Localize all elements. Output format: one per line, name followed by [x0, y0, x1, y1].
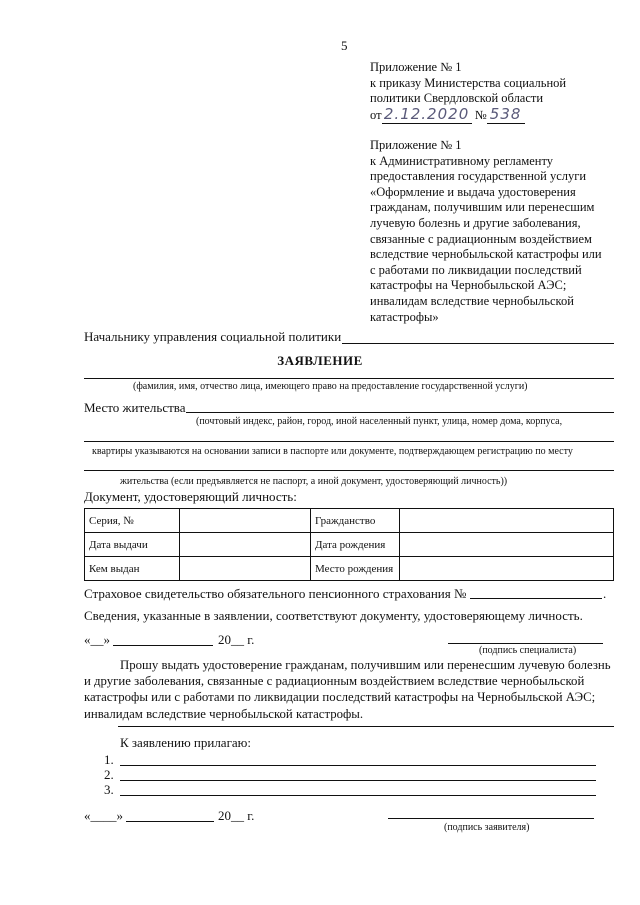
date-open-2: «____» [84, 808, 123, 823]
attachment-input-1[interactable] [120, 765, 596, 766]
from-label: от [370, 107, 382, 122]
residence-label: Место жительства [84, 400, 186, 415]
attachment-input-3[interactable] [120, 795, 596, 796]
regulation-line: вследствие чернобыльской катастрофы или [370, 247, 602, 262]
address-hint-1: (почтовый индекс, район, город, иной населенный пункт, улица, номер дома, корпуса, [196, 416, 563, 427]
date-year-1: 20__ г. [218, 632, 255, 647]
table-row [85, 557, 614, 581]
fio-input-line[interactable] [84, 378, 614, 379]
form-title: ЗАЯВЛЕНИЕ [277, 353, 363, 368]
order-number-field [487, 104, 525, 125]
date-month-input-2[interactable] [126, 821, 214, 822]
attachment-number-1: 1. [104, 752, 114, 767]
addressee-input-line[interactable] [342, 343, 614, 344]
attachment-number-3: 3. [104, 782, 114, 797]
request-line-3: катастрофы или с работами по ликвидации последствий катастрофы на Чернобыльской АЭС; [84, 690, 596, 705]
date-open-1: «__» [84, 632, 110, 647]
regulation-line: Приложение № 1 [370, 138, 462, 152]
insurance-number-input-line[interactable] [470, 598, 602, 599]
address-hint-3: жительства (если предъявляется не паспорт, а иной документ, удостоверяющий личность)) [120, 476, 508, 487]
regulation-line: катастрофы» [370, 309, 439, 324]
regulation-line: с работами по ликвидации последствий [370, 262, 582, 277]
regulation-line: к Административному регламенту [370, 153, 554, 168]
birth-place-cell[interactable] [400, 557, 614, 581]
address-hint-2: квартиры указываются на основании записи в паспорте или документе, подтверждающем регистрацию по месту [92, 446, 573, 457]
issue-date-label: Дата выдачи [85, 533, 180, 557]
order-date-field [382, 104, 472, 125]
regulation-line: лучевую болезнь и другие заболевания, [370, 215, 581, 230]
table-row [85, 509, 614, 533]
attachments-label: К заявлению прилагаю: [120, 735, 252, 750]
appendix-order-line3: политики Свердловской области [370, 91, 544, 105]
address-input-line-3[interactable] [84, 470, 614, 471]
table-row [85, 533, 614, 557]
id-document-label: Документ, удостоверяющий личность: [84, 489, 297, 504]
appendix-order-date-line [370, 104, 620, 125]
specialist-signature-hint: (подпись специалиста) [479, 645, 577, 656]
applicant-signature-line[interactable] [388, 818, 594, 819]
request-paragraph [84, 657, 616, 722]
birth-date-cell[interactable] [400, 533, 614, 557]
regulation-line: связанные с радиационным воздействием [370, 231, 592, 246]
issue-date-cell[interactable] [180, 533, 311, 557]
birth-place-label: Место рождения [311, 557, 400, 581]
insurance-end: . [603, 586, 607, 601]
appendix-order-line1: Приложение № 1 [370, 60, 462, 74]
request-line-4: инвалидам вследствие чернобыльской катастрофы. [84, 706, 364, 721]
date-year-2: 20__ г. [218, 808, 255, 823]
residence-input-line[interactable] [186, 412, 614, 413]
applicant-signature-hint: (подпись заявителя) [444, 822, 530, 833]
specialist-signature-line[interactable] [448, 643, 603, 644]
series-number-cell[interactable] [180, 509, 311, 533]
regulation-line: гражданам, получившим или перенесшим [370, 200, 595, 215]
attachment-number-2: 2. [104, 767, 114, 782]
appendix-regulation [370, 138, 620, 325]
citizenship-cell[interactable] [400, 509, 614, 533]
address-input-line-2[interactable] [84, 441, 614, 442]
birth-date-label: Дата рождения [311, 533, 400, 557]
issued-by-label: Кем выдан [85, 557, 180, 581]
attachment-input-2[interactable] [120, 780, 596, 781]
handwritten-date: 2.12.2020 [383, 104, 470, 123]
insurance-label: Страховое свидетельство обязательного пенсионного страхования № [84, 586, 467, 601]
verification-text: Сведения, указанные в заявлении, соответствуют документу, удостоверяющему личность. [84, 608, 583, 623]
regulation-line: инвалидам вследствие чернобыльской [370, 293, 574, 308]
fio-hint: (фамилия, имя, отчество лица, имеющего право на предоставление государственной услуги) [133, 381, 528, 392]
request-input-line[interactable] [118, 726, 614, 727]
regulation-line: предоставления государственной услуги [370, 169, 587, 184]
request-line-1: Прошу выдать удостоверение гражданам, получившим или перенесшим лучевую болезнь [120, 658, 611, 672]
date-month-input-1[interactable] [113, 645, 213, 646]
id-document-table [84, 508, 614, 581]
citizenship-label: Гражданство [311, 509, 400, 533]
addressee-label: Начальнику управления социальной политики [84, 329, 342, 344]
series-number-label: Серия, № [85, 509, 180, 533]
handwritten-number: 538 [489, 104, 522, 123]
appendix-order [370, 60, 620, 124]
issued-by-cell[interactable] [180, 557, 311, 581]
page-number: 5 [341, 38, 348, 53]
request-line-2: и другие заболевания, связанные с радиационным воздействием вследствие чернобыльской [84, 674, 585, 689]
regulation-line: катастрофы на Чернобыльской АЭС; [370, 278, 567, 293]
appendix-order-line2: к приказу Министерства социальной [370, 75, 567, 90]
regulation-line: «Оформление и выдача удостоверения [370, 184, 576, 199]
number-label: № [474, 107, 487, 122]
